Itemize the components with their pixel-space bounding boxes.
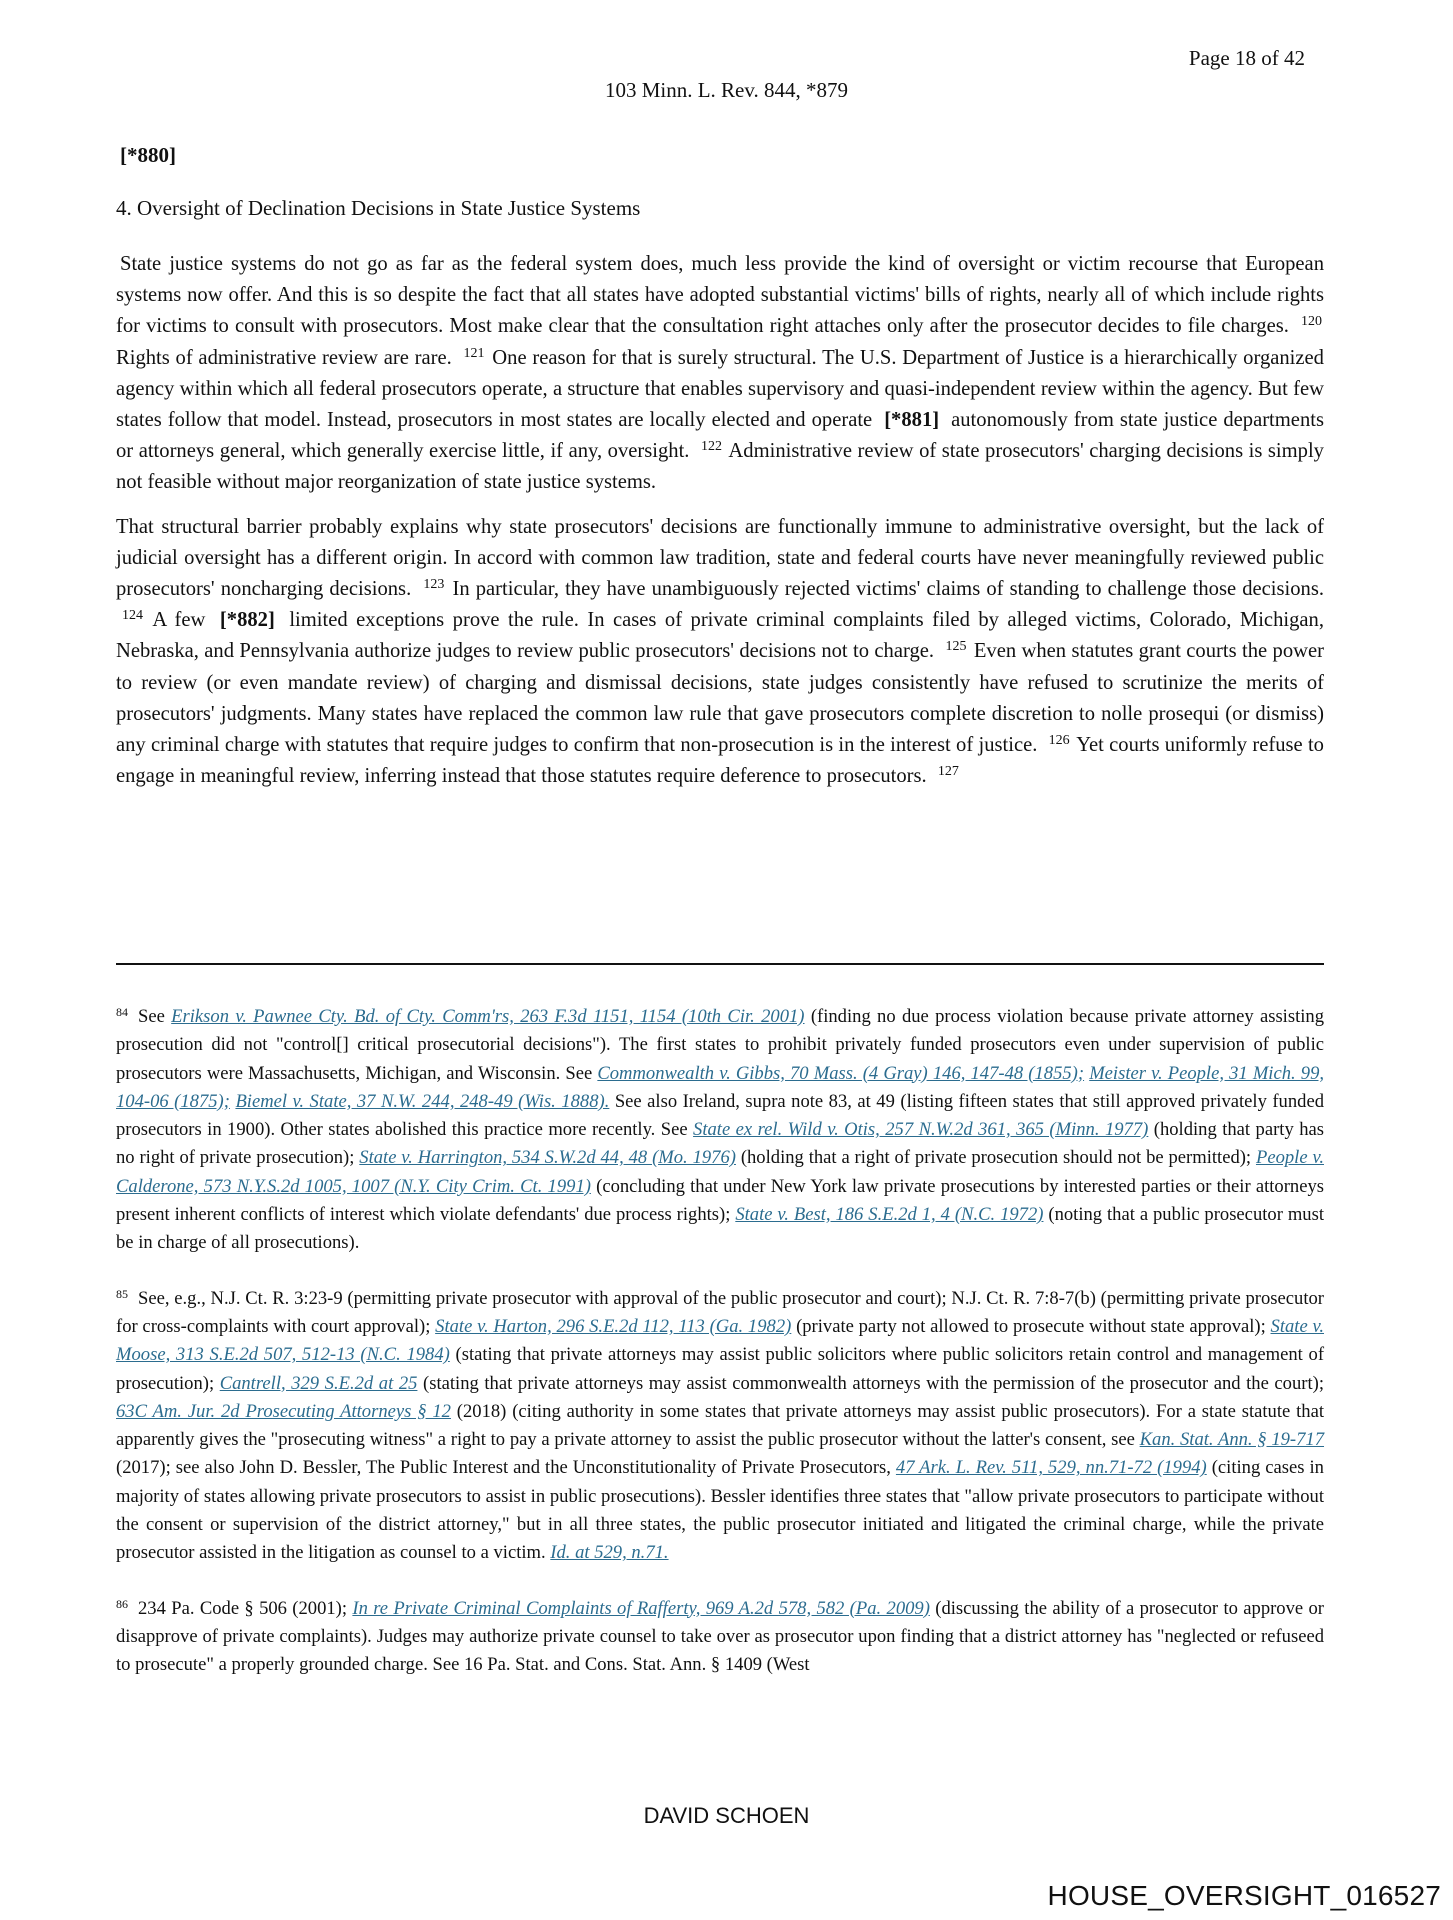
text-run: A few	[152, 609, 206, 632]
footnotes	[116, 1003, 1324, 1707]
footnote-number: 84	[116, 1005, 128, 1019]
text-run: (stating that private attorneys may assist commonwealth attorneys with the permission of the prosecutor and the court);	[417, 1372, 1324, 1394]
citation-link[interactable]: In re Private Criminal Complaints of Rafferty, 969 A.2d 578, 582 (Pa. 2009)	[352, 1597, 930, 1619]
paragraph	[116, 512, 1324, 793]
star-page-marker: [*880]	[120, 143, 176, 167]
citation-link[interactable]: State v. Harrington, 534 S.W.2d 44, 48 (Mo. 1976)	[359, 1147, 736, 1169]
running-head: 103 Minn. L. Rev. 844, *879	[604, 78, 849, 102]
bates-number: HOUSE_OVERSIGHT_016527	[1047, 1880, 1441, 1911]
footnote-number: 85	[116, 1286, 128, 1301]
footnote-reference[interactable]: 125	[945, 639, 967, 655]
star-page-marker: [*881]	[884, 409, 940, 432]
citation-link[interactable]: Meister v. People, 31 Mich. 99, 104-06 (1875);	[116, 1062, 1325, 1112]
text-run: That structural barrier probably explains why state prosecutors' decisions are functionally immune to administrative oversight, but the lack of judicial oversight has a different origin. In accord with common law tradition, state and federal courts have never meaningfully reviewed public prosecutors' noncharging decisions.	[116, 515, 1324, 601]
text-run: (2018) (citing authority in some states that private attorneys may assist public prosecutors). For a state statute that apparently gives the "prosecuting witness" a right to pay a private attorney to assist the public prosecutor without the latter's consent, see	[116, 1400, 1324, 1451]
text-run: Rights of administrative review are rare.	[116, 346, 452, 369]
citation-link[interactable]: People v. Calderone, 573 N.Y.S.2d 1005, 1007 (N.Y. City Crim. Ct. 1991)	[116, 1147, 1324, 1197]
text-run: 234 Pa. Code § 506 (2001);	[138, 1597, 353, 1619]
text-run: Yet courts uniformly refuse to engage in meaningful review, inferring instead that those statutes require deference to prosecutors.	[116, 734, 1324, 788]
citation-link[interactable]: Biemel v. State, 37 N.W. 244, 248-49 (Wis. 1888).	[235, 1090, 610, 1112]
citation-link[interactable]: Kan. Stat. Ann. § 19-717	[1139, 1429, 1325, 1451]
paragraph	[116, 249, 1324, 499]
text-run: (finding no due process violation because private attorney assisting prosecution did not "control[] critical prosecutorial decisions"). The first states to prohibit privately funded prosecutors even under supervision of public prosecutors were Massachusetts, Michigan, and Wisconsin. See	[116, 1006, 1325, 1084]
text-run: (private party not allowed to prosecute without state approval);	[791, 1315, 1271, 1337]
text-run: State justice systems do not go as far as the federal system does, much less provide the kind of oversight or victim recourse that European systems now offer. And this is so despite the fact that all states have adopted substantial victims' bills of rights, nearly all of which include rights for victims to consult with prosecutors. Most make clear that the consultation right attaches only after the prosecutor decides to file charges.	[116, 253, 1324, 338]
text-run: (concluding that under New York law private prosecutions by interested parties or their attorneys present inherent conflicts of interest which violate defendants' due process rights);	[116, 1175, 1324, 1226]
text-run: (2017); see also John D. Bessler, The Public Interest and the Unconstitutionality of Private Prosecutors,	[116, 1457, 896, 1479]
footnote-divider	[116, 963, 1324, 965]
footnote-reference[interactable]: 120	[1301, 314, 1322, 330]
footnote-reference[interactable]: 126	[1048, 733, 1070, 749]
text-run: See also Ireland, supra note 83, at 49 (listing fifteen states that still approved privately funded prosecutors in 1900). Other states abolished this practice more recently. See	[116, 1090, 1324, 1141]
text-run: (citing cases in majority of states allowing private prosecutors to assist in public prosecutions). Bessler identifies three states that "allow private prosecutors to participate without the consent or supervision of the district attorney," but in all three states, the public prosecutor initiated and litigated the criminal charge, while the private prosecutor assisted in the litigation as counsel to a victim.	[116, 1457, 1324, 1564]
citation-link[interactable]: Cantrell, 329 S.E.2d at 25	[219, 1372, 418, 1394]
citation-link[interactable]: Id. at 529, n.71.	[550, 1542, 669, 1564]
text-run: (discussing the ability of a prosecutor to approve or disapprove of private complaints). Judges may authorize private counsel to take over as prosecutor upon finding that a district attorney has "neglected or refuseed to prosecute" a properly grounded charge. See 16 Pa. Stat. and Cons. Stat. Ann. § 1409 (West	[116, 1597, 1324, 1676]
section-title: 4. Oversight of Declination Decisions in State Justice Systems	[116, 196, 641, 220]
footnote	[116, 1285, 1324, 1568]
text-run: Administrative review of state prosecutors' charging decisions is simply not feasible without major reorganization of state justice systems.	[116, 440, 1324, 494]
footnote-reference[interactable]: 123	[423, 577, 445, 593]
text-run: (holding that party has no right of private prosecution);	[116, 1119, 1324, 1169]
body-text	[116, 249, 1324, 805]
citation-link[interactable]: State v. Moose, 313 S.E.2d 507, 512-13 (N.C. 1984)	[116, 1315, 1324, 1366]
page-number: Page 18 of 42	[1188, 46, 1305, 70]
citation-link[interactable]: 47 Ark. L. Rev. 511, 529, nn.71-72 (1994)	[895, 1457, 1207, 1479]
footnote	[116, 1595, 1324, 1680]
footnote-reference[interactable]: 127	[937, 764, 959, 780]
text-run: See	[138, 1006, 172, 1027]
text-run: (stating that private attorneys may assist public solicitors where public solicitors retain control and management of prosecution);	[116, 1344, 1325, 1394]
citation-link[interactable]: Commonwealth v. Gibbs, 70 Mass. (4 Gray) 146, 147-48 (1855);	[597, 1062, 1085, 1084]
text-run: (noting that a public prosecutor must be in charge of all prosecutions).	[116, 1204, 1324, 1254]
text-run: One reason for that is surely structural. The U.S. Department of Justice is a hierarchically organized agency within which all federal prosecutors operate, a structure that enables supervisory and quasi-independent review within the agency. But few states follow that model. Instead, prosecutors in most states are locally elected and operate	[116, 346, 1324, 432]
footnote-number: 86	[116, 1596, 128, 1611]
text-run: See, e.g., N.J. Ct. R. 3:23-9 (permitting private prosecutor with approval of the public prosecutor and court); N.J. Ct. R. 7:8-7(b) (permitting private prosecutor for cross-complaints with court approval);	[116, 1287, 1324, 1337]
footnote	[116, 1003, 1324, 1258]
text-run: autonomously from state justice departments or attorneys general, which generally exercise little, if any, oversight.	[116, 409, 1324, 463]
citation-link[interactable]: State ex rel. Wild v. Otis, 257 N.W.2d 361, 365 (Minn. 1977)	[693, 1119, 1149, 1141]
star-page-marker: [*882]	[219, 609, 275, 632]
citation-link[interactable]: State v. Best, 186 S.E.2d 1, 4 (N.C. 1972)	[735, 1204, 1044, 1226]
text-run: limited exceptions prove the rule. In cases of private criminal complaints filed by alleged victims, Colorado, Michigan, Nebraska, and Pennsylvania authorize judges to review public prosecutors' decisions not to charge.	[116, 609, 1324, 663]
text-run: In particular, they have unambiguously rejected victims' claims of standing to challenge those decisions.	[452, 578, 1324, 601]
footer-name: DAVID SCHOEN	[643, 1803, 810, 1828]
footnote-reference[interactable]: 121	[463, 345, 485, 361]
citation-link[interactable]: State v. Harton, 296 S.E.2d 112, 113 (Ga. 1982)	[435, 1315, 792, 1337]
citation-link[interactable]: 63C Am. Jur. 2d Prosecuting Attorneys § 12	[116, 1400, 451, 1422]
citation-link[interactable]: Erikson v. Pawnee Cty. Bd. of Cty. Comm'rs, 263 F.3d 1151, 1154 (10th Cir. 2001)	[171, 1006, 805, 1027]
footnote-reference[interactable]: 122	[701, 439, 723, 455]
footnote-reference[interactable]: 124	[122, 608, 143, 624]
text-run: Even when statutes grant courts the power to review (or even mandate review) of charging and dismissal decisions, state judges consistently have refused to scrutinize the merits of prosecutors' judgments. Many states have replaced the common law rule that gave prosecutors complete discretion to nolle prosequi (or dismiss) any criminal charge with statutes that require judges to confirm that non-prosecution is in the interest of justice.	[116, 640, 1324, 757]
text-run: (holding that a right of private prosecution should not be permitted);	[735, 1147, 1256, 1169]
